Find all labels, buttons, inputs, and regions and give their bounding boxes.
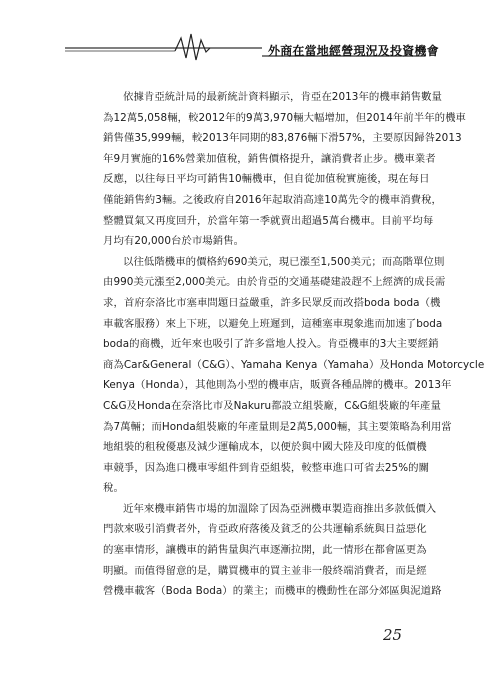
text-line: 近年來機車銷售市場的加溫除了因為亞洲機車製造商推出多款低價入	[123, 502, 437, 515]
text-line: boda的商機，近年來也吸引了許多當地人投入。肯亞機車的3大主要經銷	[103, 338, 439, 351]
text-line: 地組裝的租稅優惠及減少運輸成本，以便於與中國大陸及印度的低價機	[103, 441, 427, 454]
text-line: 明顯。而值得留意的是，購買機車的買主並非一般終端消費者，而是經	[103, 564, 427, 577]
text-line: 僅能銷售約3輛。之後政府自2016年起取消高達10萬先令的機車消費稅，	[103, 193, 442, 206]
text-line: 稅。	[103, 482, 124, 495]
text-line: 銷售僅35,999輛，較2013年同期的83,876輛下滑57%，主要原因歸咎2013	[103, 132, 462, 145]
article-body	[103, 87, 484, 602]
text-line: 依據肯亞統計局的最新統計資料顯示，肯亞在2013年的機車銷售數量	[123, 91, 442, 103]
text-line: 月均有20,000台於市場銷售。	[103, 235, 245, 248]
text-line: 商為Car&General（C&G）、Yamaha Kenya（Yamaha）及Honda Motorcycle	[103, 358, 484, 371]
text-line: 門款來吸引消費者外，肯亞政府落後及貧乏的公共運輸系統與日益惡化	[103, 523, 427, 536]
page-number: 25	[383, 626, 403, 644]
text-line: 求，首府奈洛比市塞車問題日益嚴重，許多民眾反而改搭boda boda（機	[103, 296, 441, 309]
paragraph	[103, 87, 466, 252]
paragraph	[103, 252, 484, 499]
text-line: 反應，以往每日平均可銷售10輛機車，但自從加值稅實施後，現在每日	[103, 173, 430, 186]
text-line: 以往低階機車的價格約690美元，現已漲至1,500美元；而高階單位則	[123, 255, 445, 268]
text-line: 車競爭，因為進口機車零組件到肯亞組裝，較整車進口可省去25%的關	[103, 461, 430, 474]
text-line: 營機車載客（Boda Boda）的業主；而機車的機動性在部分郊區與泥道路	[103, 585, 442, 598]
text-line: 整體買氣又再度回升，於當年第一季就賣出超過5萬台機車。目前平均每	[103, 214, 434, 227]
header-title: 外商在當地經營現況及投資機會	[268, 44, 439, 58]
running-header	[0, 28, 480, 68]
paragraph	[103, 499, 442, 602]
text-line: 為12萬5,058輛，較2012年的9萬3,970輛大幅增加，但2014年前半年的機車	[103, 111, 466, 124]
text-line: 的塞車情形，讓機車的銷售量與汽車逐漸拉開，此一情形在都會區更為	[103, 544, 427, 557]
text-line: 車載客服務）來上下班，以避免上班遲到，這種塞車現象進而加速了boda	[103, 317, 443, 330]
text-line: C&G及Honda在奈洛比市及Nakuru都設立組裝廠，C&G組裝廠的年產量	[103, 399, 441, 412]
text-line: 為7萬輛；而Honda組裝廠的年產量則是2萬5,000輛，其主要策略為利用當	[103, 420, 452, 433]
text-line: Kenya（Honda），其他則為小型的機車店，販賣各種品牌的機車。2013年	[103, 379, 452, 392]
text-line: 年9月實施的16%營業加值稅，銷售價格提升，讓消費者止步。機車業者	[103, 152, 436, 165]
text-line: 由990美元漲至2,000美元。由於肯亞的交通基礎建設趕不上經濟的成長需	[103, 276, 446, 289]
